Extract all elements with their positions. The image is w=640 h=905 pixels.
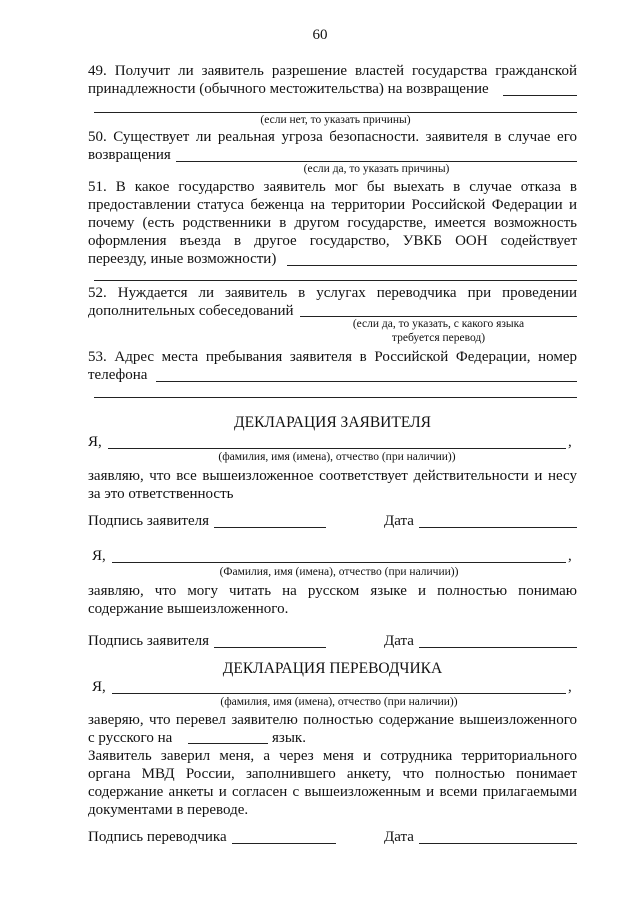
- q53-line1: 53. Адрес места пребывания заявителя в Российской Федерации, номер: [88, 349, 577, 365]
- q51-line3: почему (есть родственники в другом государстве, имеется возможность: [88, 215, 577, 231]
- q52-hint-1: (если да, то указать, с какого языка: [352, 318, 525, 330]
- q51-answer-line-2[interactable]: [94, 280, 577, 281]
- translator-statement-4: органа МВД России, заполнившего анкету, что полностью понимает: [88, 766, 577, 782]
- q49-answer-line-1[interactable]: [503, 95, 577, 96]
- q52-answer-line[interactable]: [300, 316, 577, 317]
- q49-hint: (если нет, то указать причины): [260, 114, 411, 126]
- translator-statement-6: документами в переводе.: [88, 802, 249, 818]
- q52-line2: дополнительных собеседований: [88, 303, 294, 319]
- q49-answer-line-2[interactable]: [94, 112, 577, 113]
- q51-line5: переезду, иные возможности): [88, 251, 277, 267]
- date-label: Дата: [384, 633, 414, 649]
- date-label: Дата: [384, 829, 414, 845]
- q50-hint: (если да, то указать причины): [303, 163, 450, 175]
- q51-line1: 51. В какое государство заявитель мог бы выехать в случае отказа в: [88, 179, 577, 195]
- page-number: 60: [312, 27, 328, 43]
- declaration-translator-title: ДЕКЛАРАЦИЯ ПЕРЕВОДЧИКА: [222, 660, 443, 677]
- q49-line1: 49. Получит ли заявитель разрешение властей государства гражданской: [88, 63, 577, 79]
- translator-date-field[interactable]: [419, 843, 577, 844]
- translator-name-field[interactable]: [112, 693, 566, 694]
- comma: ,: [568, 679, 572, 695]
- q50-line2: возвращения: [88, 147, 171, 163]
- i-label: Я,: [92, 548, 106, 564]
- signature-label: Подпись заявителя: [88, 513, 210, 529]
- name-hint: (фамилия, имя (имена), отчество (при наличии)): [218, 451, 456, 463]
- translator-statement-2a: с русского на: [88, 730, 173, 746]
- q49-line2: принадлежности (обычного местожительства) на возвращение: [88, 81, 489, 97]
- translator-statement-1: заверяю, что перевел заявителю полностью содержание вышеизложенного: [88, 712, 577, 728]
- applicant-date-field-2[interactable]: [419, 647, 577, 648]
- name-hint: (Фамилия, имя (имена), отчество (при наличии)): [219, 566, 459, 578]
- applicant-statement-3: заявляю, что могу читать на русском языке и полностью понимаю: [88, 583, 577, 599]
- comma: ,: [568, 434, 572, 450]
- q50-answer-line[interactable]: [176, 161, 577, 162]
- i-label: Я,: [88, 434, 102, 450]
- q52-hint-2: требуется перевод): [391, 332, 486, 344]
- q52-line1: 52. Нуждается ли заявитель в услугах переводчика при проведении: [88, 285, 577, 301]
- translator-statement-2b: язык.: [272, 730, 306, 746]
- translator-statement-3: Заявитель заверил меня, а через меня и сотрудника территориального: [88, 748, 577, 764]
- q50-line1: 50. Существует ли реальная угроза безопасности. заявителя в случае его: [88, 129, 577, 145]
- q53-answer-line-2[interactable]: [94, 397, 577, 398]
- q51-line4: оформления въезда в другое государство, УВКБ ООН содействует: [88, 233, 577, 249]
- applicant-statement-4: содержание вышеизложенного.: [88, 601, 289, 617]
- q53-answer-line-1[interactable]: [156, 381, 577, 382]
- applicant-statement-1: заявляю, что все вышеизложенное соответствует действительности и несу: [88, 468, 577, 484]
- signature-label: Подпись переводчика: [88, 829, 227, 845]
- target-language-field[interactable]: [188, 743, 268, 744]
- translator-signature-field[interactable]: [232, 843, 336, 844]
- name-hint: (фамилия, имя (имена), отчество (при наличии)): [220, 696, 458, 708]
- signature-label: Подпись заявителя: [88, 633, 210, 649]
- applicant-name-field-2[interactable]: [112, 562, 566, 563]
- declaration-applicant-title: ДЕКЛАРАЦИЯ ЗАЯВИТЕЛЯ: [234, 414, 431, 431]
- translator-statement-5: содержание анкеты и согласен с вышеизложенным и всеми прилагаемыми: [88, 784, 577, 800]
- applicant-signature-field[interactable]: [214, 527, 326, 528]
- applicant-name-field[interactable]: [108, 448, 566, 449]
- applicant-signature-field-2[interactable]: [214, 647, 326, 648]
- q51-answer-line-1[interactable]: [287, 265, 577, 266]
- q51-line2: предоставлении статуса беженца на территории Российской Федерации и: [88, 197, 577, 213]
- applicant-date-field[interactable]: [419, 527, 577, 528]
- q53-line2: телефона: [88, 367, 148, 383]
- comma: ,: [568, 548, 572, 564]
- date-label: Дата: [384, 513, 414, 529]
- applicant-statement-2: за это ответственность: [88, 486, 234, 502]
- i-label: Я,: [92, 679, 106, 695]
